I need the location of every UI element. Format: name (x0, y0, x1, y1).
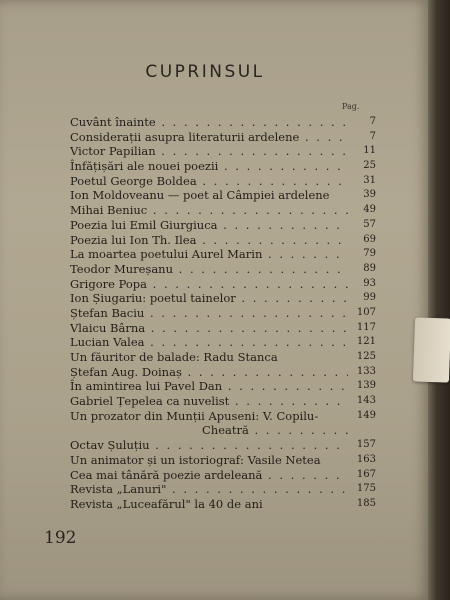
toc-entry-title: Ion Șiugariu: poetul tainelor . . . (70, 291, 348, 305)
toc-entry-title: Considerații asupra literaturii ardelene . . . (70, 130, 348, 144)
toc-entry (70, 159, 376, 174)
toc-entry (70, 306, 376, 321)
toc-entry-page: 7 (369, 130, 376, 142)
toc-entry-title: Ștefan Baciu . . . (70, 306, 348, 320)
toc-entry (70, 188, 376, 203)
toc-entry-page: 157 (356, 439, 376, 451)
toc-entry-page: 149 (356, 409, 376, 421)
toc-entry-page: 185 (356, 497, 376, 509)
toc-entry-title: Cuvânt înainte . . . (70, 115, 348, 129)
toc-entry-title: Teodor Mureșanu . . . (70, 262, 348, 276)
toc-entry-title: Ștefan Aug. Doinaș . . . (70, 365, 348, 379)
toc-entry (70, 394, 376, 409)
toc-entry-page: 99 (363, 292, 376, 304)
toc-entry-page: 39 (363, 189, 376, 201)
toc-entry-title: Revista „Lanuri" . . . (70, 482, 348, 496)
toc-entry-title: Gabriel Țepelea ca nuvelist . . . (70, 394, 348, 408)
toc-entry-title: Un prozator din Munții Apuseni: V. Copilu- (70, 408, 319, 423)
toc-entry (70, 321, 376, 336)
toc-entry-page: 163 (356, 453, 376, 465)
toc-entry (70, 497, 376, 512)
toc-entry (70, 144, 376, 159)
toc-entry (70, 130, 376, 145)
toc-entry (70, 233, 376, 248)
toc-entry (70, 350, 376, 365)
toc-entry (70, 335, 376, 350)
toc-entry (70, 453, 376, 468)
page-column-label: Pag. (342, 102, 360, 111)
toc-entry-page: 139 (356, 380, 376, 392)
toc-entry-page: 49 (363, 204, 376, 216)
toc-entry (70, 365, 376, 380)
toc-entry-page: 167 (356, 468, 376, 480)
toc-entry-title: Victor Papilian . . . (70, 144, 348, 158)
toc-entry (70, 115, 376, 130)
toc-entry-title: Ion Moldoveanu — poet al Câmpiei ardelene (70, 188, 330, 203)
toc-entry (70, 203, 376, 218)
toc-entry (70, 379, 376, 394)
toc-entry-page: 125 (356, 351, 376, 362)
toc-entry-title: Cea mai tânără poezie ardeleană . . . (70, 468, 348, 482)
toc-entry-title: Cheatră . . . (202, 423, 348, 437)
toc-entry-page: 143 (356, 395, 376, 407)
toc-entry (70, 409, 376, 424)
toc-entry-title: Poezia lui Ion Th. Ilea . . . (70, 233, 348, 247)
toc-entry (70, 262, 376, 277)
toc-entry-title: Poezia lui Emil Giurgiuca . . . (70, 218, 348, 232)
toc-entry-title: Mihai Beniuc . . . (70, 203, 348, 217)
toc-entry (70, 174, 376, 189)
toc-entry-page: 79 (363, 248, 376, 260)
toc-entry-title: Un animator și un istoriograf: Vasile Netea (70, 452, 321, 467)
toc-entry (70, 277, 376, 292)
toc-entry (70, 468, 376, 483)
toc-entry-page: 107 (356, 306, 376, 318)
toc-entry-title: Octav Șuluțiu . . . (70, 438, 348, 452)
toc-entry-title: Un făuritor de balade: Radu Stanca (70, 350, 278, 364)
toc-entry-title: Poetul George Boldea . . . (70, 174, 348, 188)
toc-entry-page: 121 (356, 336, 376, 348)
toc-entry-page: 11 (363, 145, 376, 157)
toc-entry (70, 438, 376, 453)
toc-entry (70, 247, 376, 262)
toc-entry-title: Lucian Valea . . . (70, 335, 348, 349)
toc-entry-page: 57 (363, 218, 376, 230)
toc-entry-page: 175 (356, 483, 376, 495)
toc-entry (70, 423, 376, 438)
page-title: CUPRINSUL (145, 62, 265, 82)
toc-entry-page: 133 (356, 365, 376, 377)
toc-entry (70, 291, 376, 306)
toc-entry-page: 7 (369, 116, 376, 127)
toc-entry-title: În amintirea lui Pavel Dan . . . (70, 379, 348, 393)
toc-entry (70, 218, 376, 233)
toc-entry-title: Înfățișări ale nouei poezii . . . (70, 159, 348, 173)
toc-entry-title: Revista „Luceafărul" la 40 de ani (70, 496, 263, 511)
toc-entry-page: 93 (363, 277, 376, 289)
toc-entry-title: Vlaicu Bârna . . . (70, 321, 348, 335)
toc-entry-page: 25 (363, 160, 376, 172)
toc-entry-page: 89 (363, 262, 376, 274)
toc-entry-page: 117 (356, 321, 376, 333)
toc-entry-title: La moartea poetului Aurel Marin . . . (70, 247, 348, 261)
paper-bookmark-tab (413, 317, 450, 382)
toc-entry-page: 69 (363, 233, 376, 245)
book-edge (428, 0, 450, 600)
page-number: 192 (44, 528, 77, 548)
table-of-contents (70, 115, 376, 512)
toc-entry-title: Grigore Popa . . . (70, 277, 348, 291)
toc-entry (70, 482, 376, 497)
toc-entry-page: 31 (363, 174, 376, 186)
